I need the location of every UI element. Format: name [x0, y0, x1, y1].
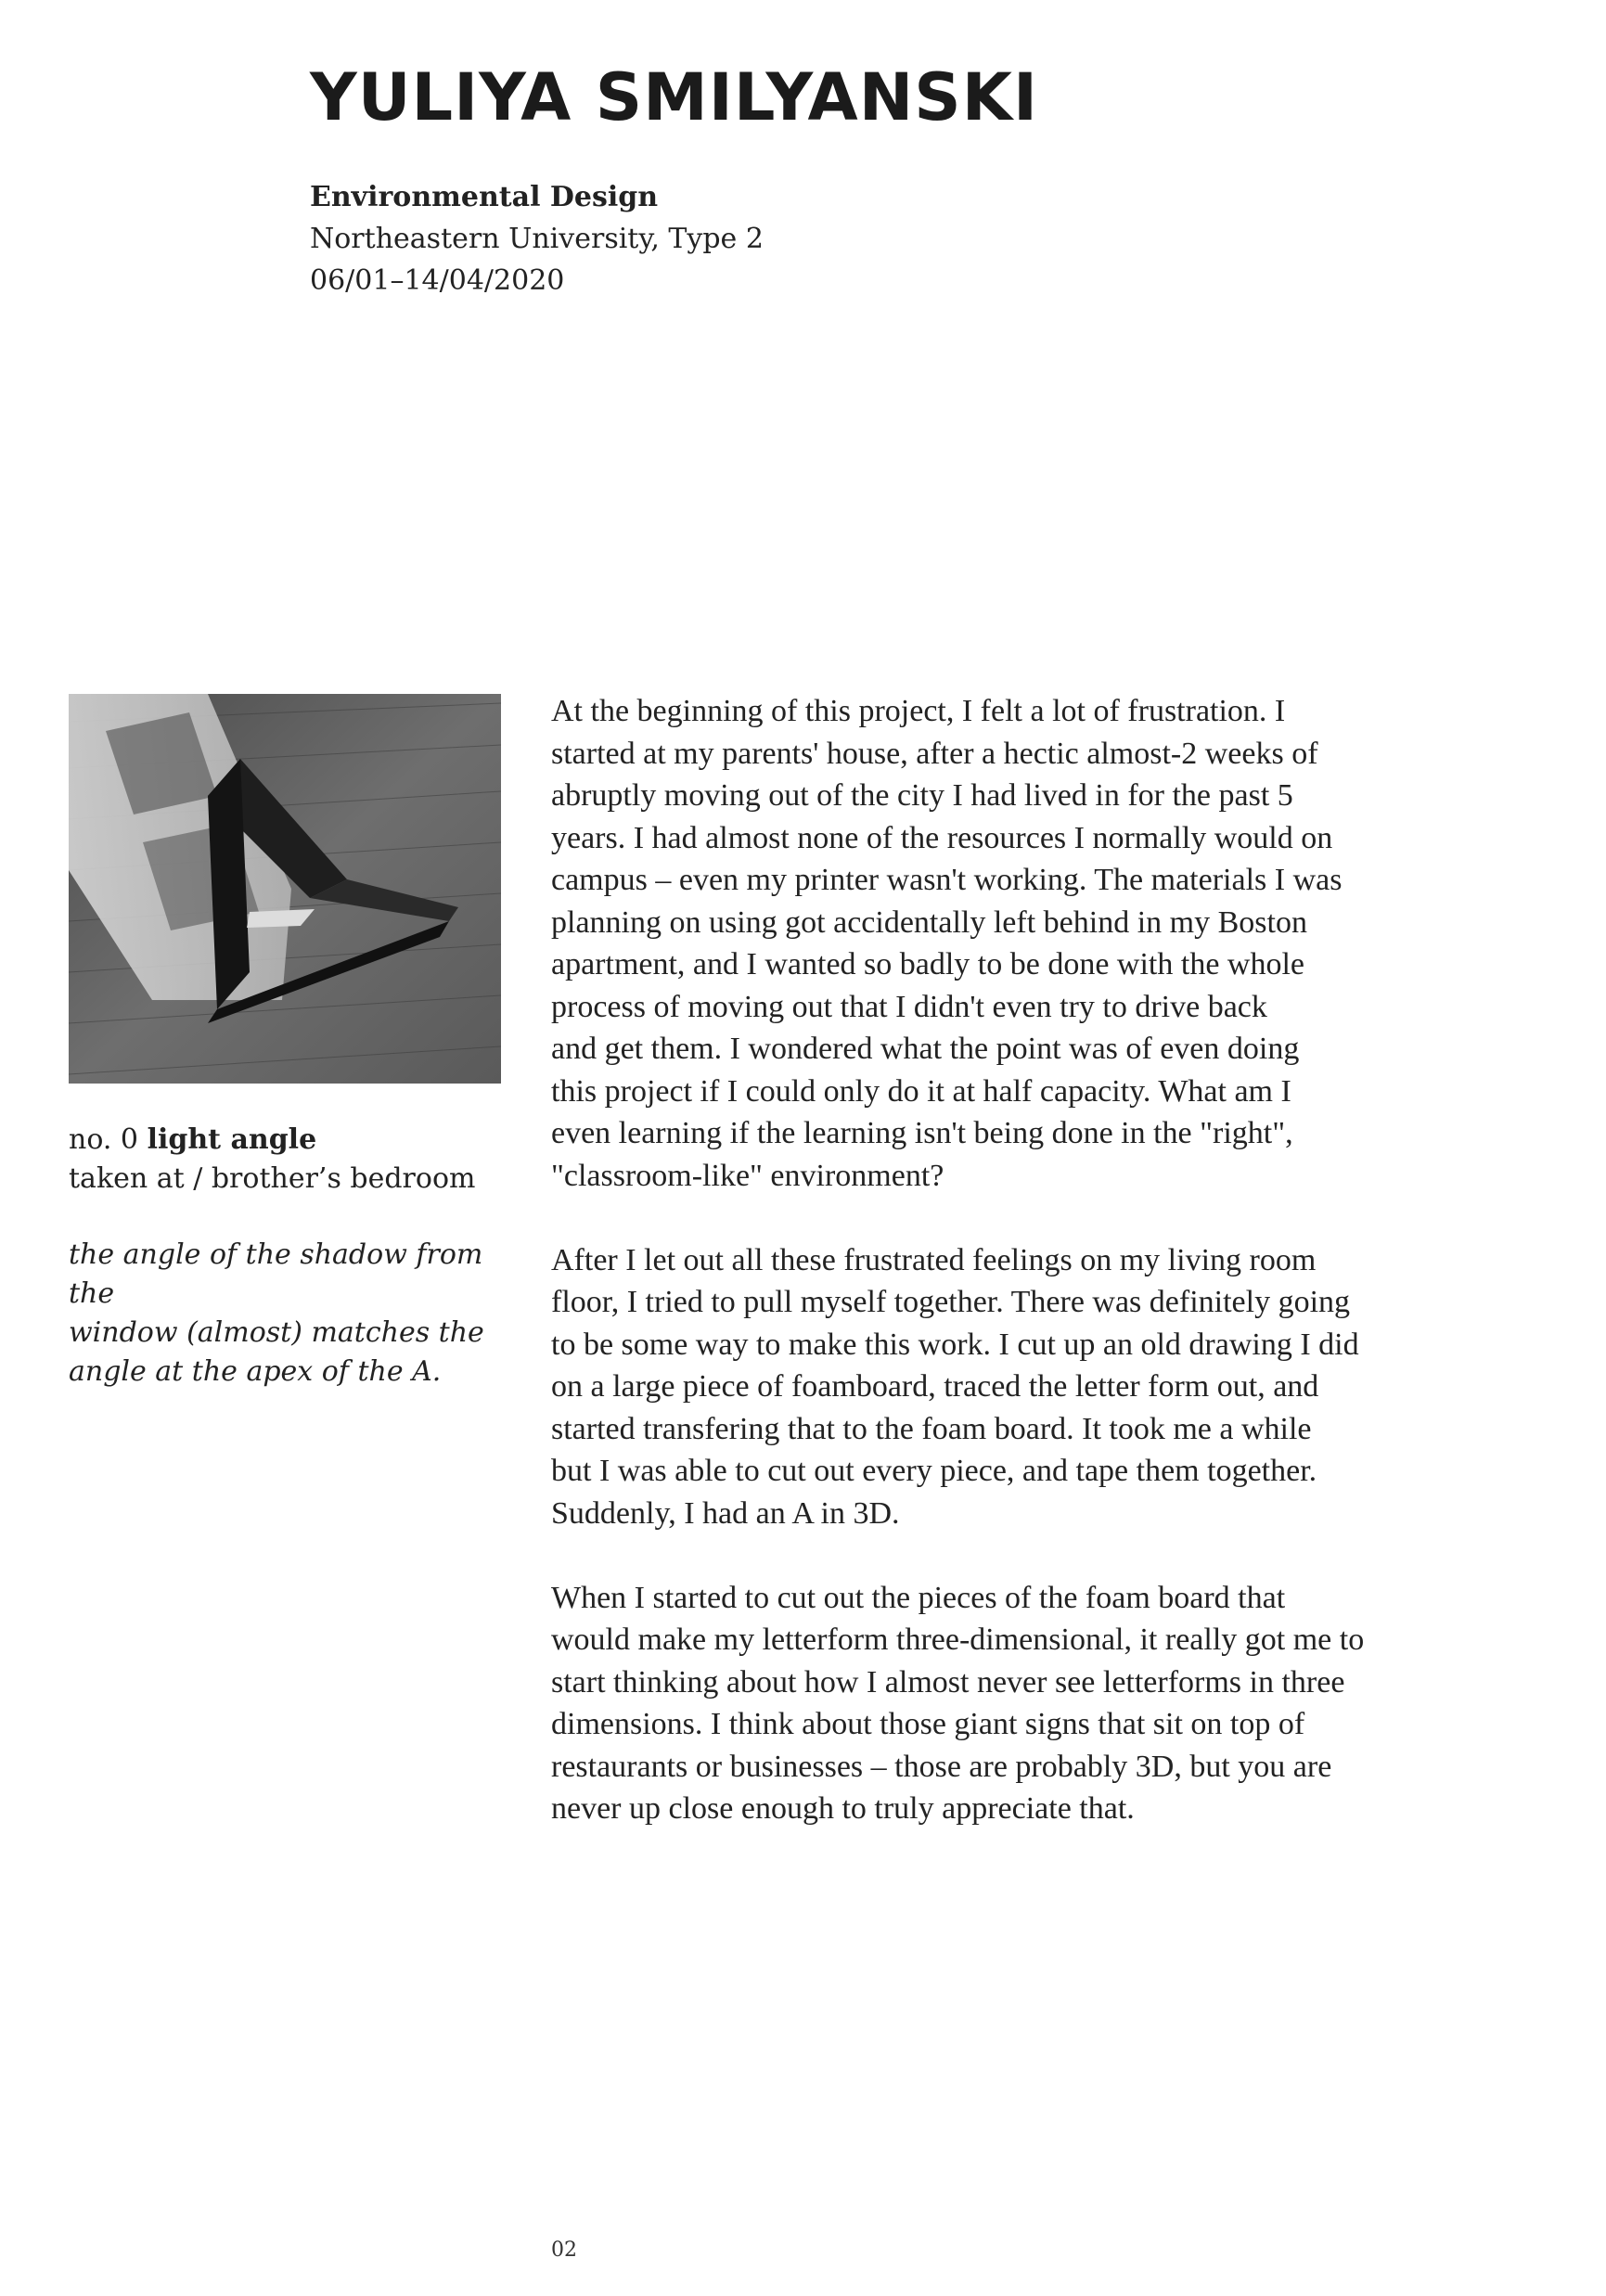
page-number: 02	[551, 2238, 577, 2262]
body-paragraph-2: After I let out all these frustrated feelings on my living room floor, I tried to pull myself together. There was definitely going to be some way to make this work. I cut up an old drawing I did on a large piece of foamboard, traced the letter form out, and started transfering that to the foam board. It took me a while but I was able to cut out every piece, and tape them together. Suddenly, I had an A in 3D.	[551, 1242, 1359, 1531]
body-text	[551, 690, 1479, 1872]
photo-caption	[69, 1121, 505, 1392]
course-title: Environmental Design	[310, 181, 659, 213]
caption-location: taken at / brother’s bedroom	[69, 1162, 476, 1195]
course-info	[310, 176, 764, 301]
author-name: YULIYA SMILYANSKI	[310, 59, 1038, 135]
photo-illustration	[69, 694, 501, 1084]
body-paragraph-3: When I started to cut out the pieces of the foam board that would make my letterform three-dimensional, it really got me to start thinking about how I almost never see letterforms in three dimensions. I think about those giant signs that sit on top of restaurants or businesses – those are probably 3D, but you are never up close enough to truly appreciate that.	[551, 1580, 1365, 1826]
caption-title-line	[69, 1121, 505, 1160]
caption-number: no. 0	[69, 1123, 139, 1156]
body-paragraph-1: At the beginning of this project, I felt a lot of frustration. I started at my parents' house, after a hectic almost-2 weeks of abruptly moving out of the city I had lived in for the past 5 years. I had almost none of the resources I normally would on campus – even my printer wasn't working. The materials I was planning on using got accidentally left behind in my Boston apartment, and I wanted so badly to be done with the whole process of moving out that I didn't even try to drive back and get them. I wondered what the point was of even doing this project if I could only do it at half capacity. What am I even learning if the learning isn't being done in the "right", "classroom-like" environment?	[551, 694, 1343, 1193]
caption-note: the angle of the shadow from the window (almost) matches the angle at the apex of the A.	[69, 1238, 484, 1388]
caption-title: light angle	[147, 1123, 317, 1156]
course-dates: 06/01–14/04/2020	[310, 264, 565, 297]
course-school: Northeastern University, Type 2	[310, 223, 764, 255]
photo-light-angle	[69, 694, 501, 1084]
